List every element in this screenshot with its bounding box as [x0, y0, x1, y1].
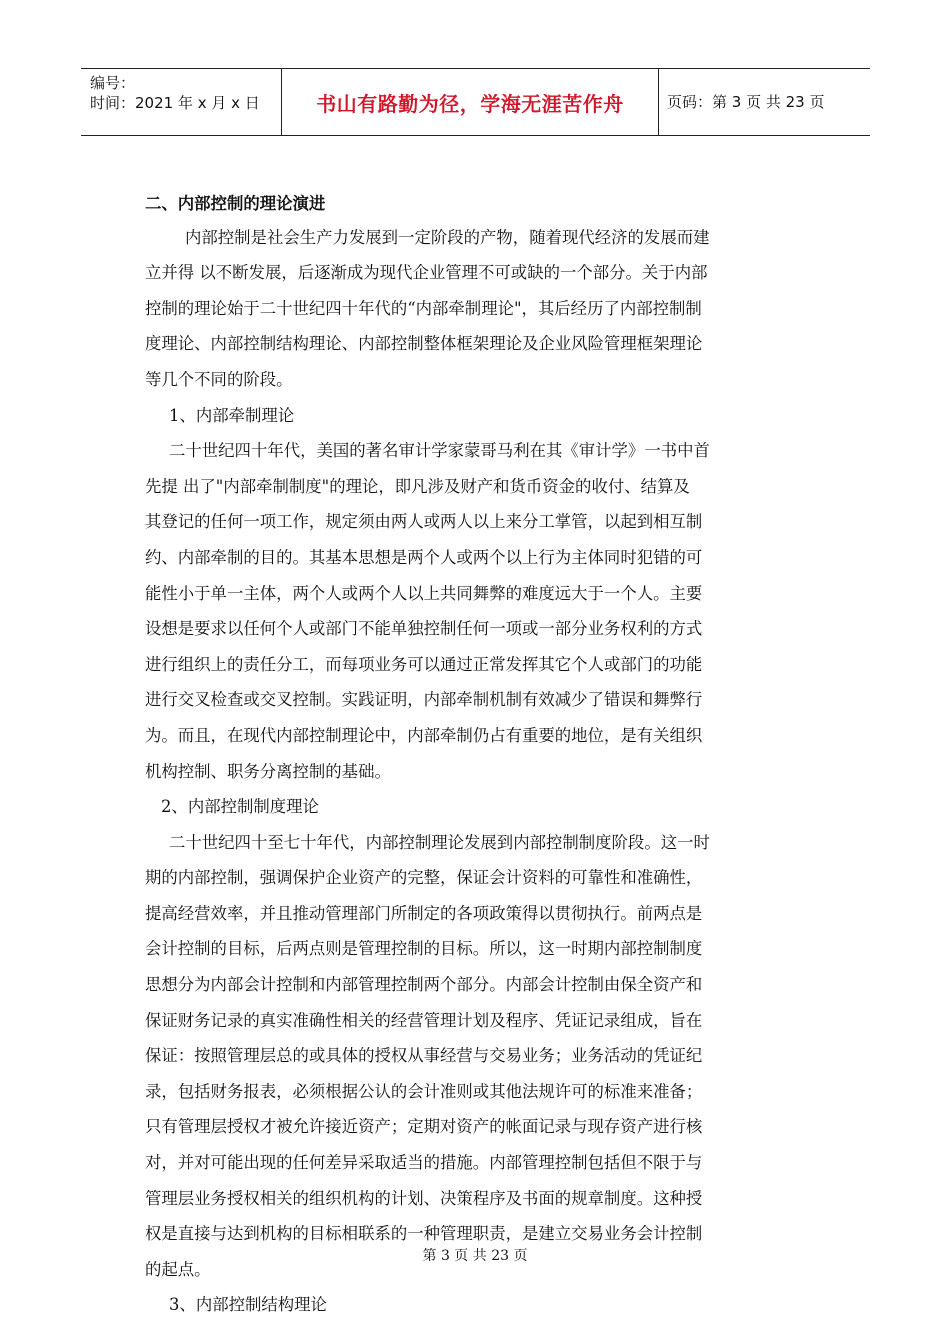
paragraph-line: 只有管理层授权才被允许接近资产；定期对资产的帐面记录与现存资产进行核	[145, 1117, 703, 1137]
paragraph-line: 内部控制是社会生产力发展到一定阶段的产物，随着现代经济的发展而建	[185, 227, 710, 247]
paragraph-line: 保证财务记录的真实准确性相关的经营管理计划及程序、凭证记录组成，旨在	[145, 1010, 703, 1030]
intro-paragraph	[145, 220, 805, 398]
subsection-title-2: 2、内部控制制度理论	[161, 797, 319, 817]
subsection-2-paragraph	[145, 825, 805, 1288]
page-footer: 第 3 页 共 23 页	[422, 1248, 528, 1264]
paragraph-line: 对，并对可能出现的任何差异采取适当的措施。内部管理控制包括但不限于与	[145, 1153, 703, 1173]
paragraph-line: 度理论、内部控制结构理论、内部控制整体框架理论及企业风险管理框架理论	[145, 334, 703, 354]
subsection-1-paragraph	[145, 433, 805, 789]
subsection-title-1: 1、内部牵制理论	[169, 405, 295, 425]
document-number-label: 编号：	[90, 74, 136, 92]
paragraph-line: 等几个不同的阶段。	[145, 369, 293, 389]
paragraph-line: 立并得 以不断发展，后逐渐成为现代企业管理不可或缺的一个部分。关于内部	[145, 263, 708, 283]
paragraph-line: 设想是要求以任何个人或部门不能单独控制任何一项或一部分业务权利的方式	[145, 619, 703, 639]
paragraph-line: 进行交叉检查或交叉控制。实践证明，内部牵制机制有效减少了错误和舞弊行	[145, 690, 703, 710]
header-motto: 书山有路勤为径，学海无涯苦作舟	[316, 91, 624, 116]
paragraph-line: 约、内部牵制的目的。其基本思想是两个人或两个以上行为主体同时犯错的可	[145, 547, 703, 567]
paragraph-line: 先提 出了"内部牵制制度"的理论，即凡涉及财产和货币资金的收付、结算及	[145, 476, 690, 496]
paragraph-line: 控制的理论始于二十世纪四十年代的“内部牵制理论"，其后经历了内部控制制	[145, 298, 702, 318]
paragraph-line: 二十世纪四十至七十年代，内部控制理论发展到内部控制制度阶段。这一时	[169, 832, 710, 852]
header-page-code: 页码：第 3 页 共 23 页	[667, 93, 825, 111]
header-motto-cell	[282, 69, 659, 135]
document-date-label: 时间：2021 年 x 月 x 日	[90, 94, 260, 112]
paragraph-line: 保证：按照管理层总的或具体的授权从事经营与交易业务；业务活动的凭证纪	[145, 1046, 703, 1066]
paragraph-line: 录，包括财务报表，必须根据公认的会计准则或其他法规许可的标准来准备；	[145, 1081, 703, 1101]
paragraph-line: 为。而且，在现代内部控制理论中，内部牵制仍占有重要的地位，是有关组织	[145, 725, 703, 745]
paragraph-line: 权是直接与达到机构的目标相联系的一种管理职责，是建立交易业务会计控制	[145, 1224, 703, 1244]
paragraph-line: 提高经营效率，并且推动管理部门所制定的各项政策得以贯彻执行。前两点是	[145, 903, 703, 923]
paragraph-line: 期的内部控制，强调保护企业资产的完整，保证会计资料的可靠性和准确性，	[145, 868, 703, 888]
paragraph-line: 进行组织上的责任分工，而每项业务可以通过正常发挥其它个人或部门的功能	[145, 654, 703, 674]
header-meta-cell	[81, 69, 282, 135]
paragraph-line: 能性小于单一主体，两个人或两个人以上共同舞弊的难度远大于一个人。主要	[145, 583, 703, 603]
document-body	[145, 186, 805, 1323]
paragraph-line: 其登记的任何一项工作，规定须由两人或两人以上来分工掌管，以起到相互制	[145, 512, 703, 532]
page-header	[81, 68, 870, 136]
subsection-title-3: 3、内部控制结构理论	[169, 1295, 327, 1315]
paragraph-line: 思想分为内部会计控制和内部管理控制两个部分。内部会计控制由保全资产和	[145, 975, 703, 995]
header-page-cell	[659, 69, 870, 135]
section-title: 二、内部控制的理论演进	[145, 194, 326, 213]
paragraph-line: 会计控制的目标，后两点则是管理控制的目标。所以，这一时期内部控制制度	[145, 939, 703, 959]
paragraph-line: 管理层业务授权相关的组织机构的计划、决策程序及书面的规章制度。这种授	[145, 1188, 703, 1208]
paragraph-line: 二十世纪四十年代，美国的著名审计学家蒙哥马利在其《审计学》一书中首	[169, 441, 710, 461]
paragraph-line: 的起点。	[145, 1259, 211, 1279]
paragraph-line: 机构控制、职务分离控制的基础。	[145, 761, 391, 781]
